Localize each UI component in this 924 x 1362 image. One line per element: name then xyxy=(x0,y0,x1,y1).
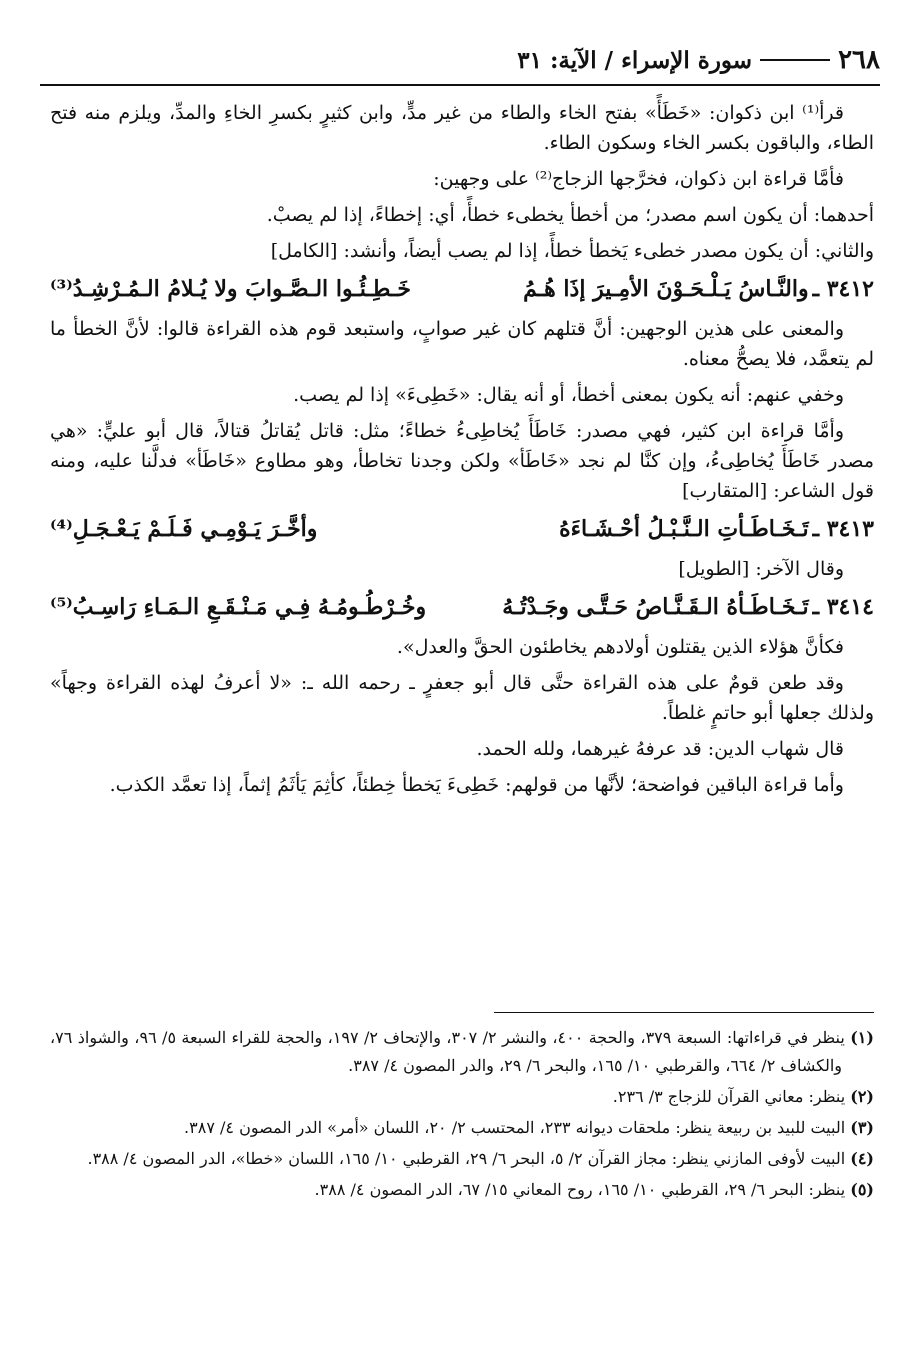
poetry-verse xyxy=(50,590,874,624)
footnote-text: ينظر: معاني القرآن للزجاج ٣/ ٢٣٦. xyxy=(612,1087,846,1106)
footnote xyxy=(50,1114,874,1142)
verse-second-hemistich: خَـطِـئُـوا الـصَّـوابَ ولا يُـلامُ الـمُـرْشِـدُ⁽³⁾ xyxy=(49,276,411,302)
header-rule xyxy=(760,59,830,61)
footnote-number: (٤) xyxy=(850,1149,874,1168)
verse-first-hemistich: تَـخَـاطَـأتِ الـنَّـبْـلُ أحْـشَـاءَهُ xyxy=(559,516,809,542)
verse-first-hemistich: تَـخَـاطَـأهُ الـقَـنَّـاصُ حَـتَّـى وجَـدْتُـهُ xyxy=(502,594,809,620)
footnote-number: (٢) xyxy=(850,1087,874,1106)
footnote-text: البيت لأوفى المازني ينظر: مجاز القرآن ٢/ ٥، البحر ٦/ ٢٩، القرطبي ١٠/ ١٦٥، اللسان «خطا»، الدر المصون ٤/ ٣٨٨. xyxy=(87,1149,846,1168)
footnote-text: ينظر: البحر ٦/ ٢٩، القرطبي ١٠/ ١٦٥، روح المعاني ١٥/ ٦٧، الدر المصون ٤/ ٣٨٨. xyxy=(314,1180,846,1199)
paragraph: قرأ⁽¹⁾ ابن ذكوان: «خَطَأً» بفتح الخاء والطاء من غير مدٍّ، وابن كثيرٍ بكسرِ الخاءِ والمدِّ، ويلزم منه فتح الطاء، والباقون بكسر الخاء وسكون الطاء. xyxy=(50,102,874,154)
footnote-number: (٥) xyxy=(850,1180,874,1199)
verse-number: ٣٤١٤ ـ xyxy=(812,594,874,620)
header-divider xyxy=(40,84,880,86)
footnote-number: (١) xyxy=(850,1028,874,1047)
footnote-text: ينظر في قراءاتها: السبعة ٣٧٩، والحجة ٤٠٠، والنشر ٢/ ٣٠٧، والإتحاف ٢/ ١٩٧، والحجة للقراء السبعة ٥/ ٩٦، والشواذ ٧٦، والكشاف ٢/ ٦٦٤، والقرطبي ١٠/ ١٦٥، والبحر ٦/ ٢٩، والدر المصون ٤/ ٣٨٧. xyxy=(50,1028,845,1075)
meter-label: [المتقارب] xyxy=(682,480,768,502)
poetry-verse xyxy=(50,512,874,546)
footnote xyxy=(50,1024,874,1080)
footnotes xyxy=(50,1024,874,1207)
meter-label: [الكامل] xyxy=(270,240,338,262)
paragraph-text: وأمَّا قراءة ابن كثير، فهي مصدر: خَاطَأَ يُخاطِىءُ خطاءً؛ مثل: قاتل يُقاتلُ قتالاً، قال أبو عليٍّ: «هي مصدر خَاطَأَ يُخاطِىءُ، وإن كنَّا لم نجد «خَاطَأ» ولكن وجدنا تخاطأ، وهو مطاوع «خَاطَأ» فدلَّنا عليه، ومنه قول الشاعر: xyxy=(50,420,874,502)
verse-second-hemistich: وأخَّـرَ يَـوْمِـي فَـلَـمْ يَـعْـجَـلِ⁽⁴⁾ xyxy=(49,516,318,542)
footnote xyxy=(50,1083,874,1111)
main-text xyxy=(50,98,874,806)
paragraph xyxy=(50,236,874,266)
surah-title: سورة الإسراء / الآية: ٣١ xyxy=(517,46,753,74)
verse-number: ٣٤١٢ ـ xyxy=(812,276,874,302)
paragraph: قال شهاب الدين: قد عرفهُ غيرهما، ولله الحمد. xyxy=(476,738,844,760)
verse-second-hemistich: وخُـرْطُـومُـهُ فِـي مَـنْـقَـعِ الـمَـاءِ رَاسِـبُ⁽⁵⁾ xyxy=(50,594,427,620)
page-number: ٢٦٨ xyxy=(838,45,880,75)
verse-first-hemistich: والنَّـاسُ يَـلْـحَـوْنَ الأمِـيرَ إذَا هُـمُ xyxy=(523,276,809,302)
paragraph: وخفي عنهم: أنه يكون بمعنى أخطأ، أو أنه يقال: «خَطِىءَ» إذا لم يصب. xyxy=(293,384,844,406)
paragraph xyxy=(50,554,874,584)
meter-label: [الطويل] xyxy=(678,558,750,580)
footnote xyxy=(50,1145,874,1173)
footnote xyxy=(50,1176,874,1204)
paragraph: والمعنى على هذين الوجهين: أنَّ قتلهم كان غير صوابٍ، واستبعد قوم هذه القراءة قالوا: لأنَّ الخطأ ما لم يتعمَّد، فلا يصحُّ معناه. xyxy=(50,318,874,370)
paragraph-text: والثاني: أن يكون مصدر خطىء يَخطأ خطأً، إذا لم يصب أيضاً، وأنشد: xyxy=(343,240,874,262)
paragraph: فكأنَّ هؤلاء الذين يقتلون أولادهم يخاطئون الحقَّ والعدل». xyxy=(396,636,844,658)
paragraph-text: وقال الآخر: xyxy=(755,558,844,580)
poetry-verse xyxy=(50,272,874,306)
paragraph: وأما قراءة الباقين فواضحة؛ لأنَّها من قولهم: خَطِىءَ يَخطأ خِطئاً، كأثِمَ يَأثَمُ إثماً، إذا تعمَّد الكذب. xyxy=(109,774,844,796)
paragraph: فأمَّا قراءة ابن ذكوان، فخرَّجها الزجاج⁽²⁾ على وجهين: xyxy=(433,168,844,190)
verse-number: ٣٤١٣ ـ xyxy=(812,516,874,542)
paragraph xyxy=(50,416,874,506)
paragraph: أحدهما: أن يكون اسم مصدر؛ من أخطأ يخطىء خطأً، أي: إخطاءً، إذا لم يصبْ. xyxy=(266,204,874,226)
footnote-divider xyxy=(494,1012,874,1013)
running-header xyxy=(40,38,880,82)
paragraph: وقد طعن قومٌ على هذه القراءة حتَّى قال أبو جعفرٍ ـ رحمه الله ـ: «لا أعرفُ لهذه القراءة وجهاً» ولذلك جعلها أبو حاتمٍ غلطاً. xyxy=(50,672,874,724)
footnote-number: (٣) xyxy=(850,1118,874,1137)
footnote-text: البيت للبيد بن ربيعة ينظر: ملحقات ديوانه ٢٣٣، المحتسب ٢/ ٢٠، اللسان «أمر» الدر المصون ٤/ ٣٨٧. xyxy=(184,1118,846,1137)
